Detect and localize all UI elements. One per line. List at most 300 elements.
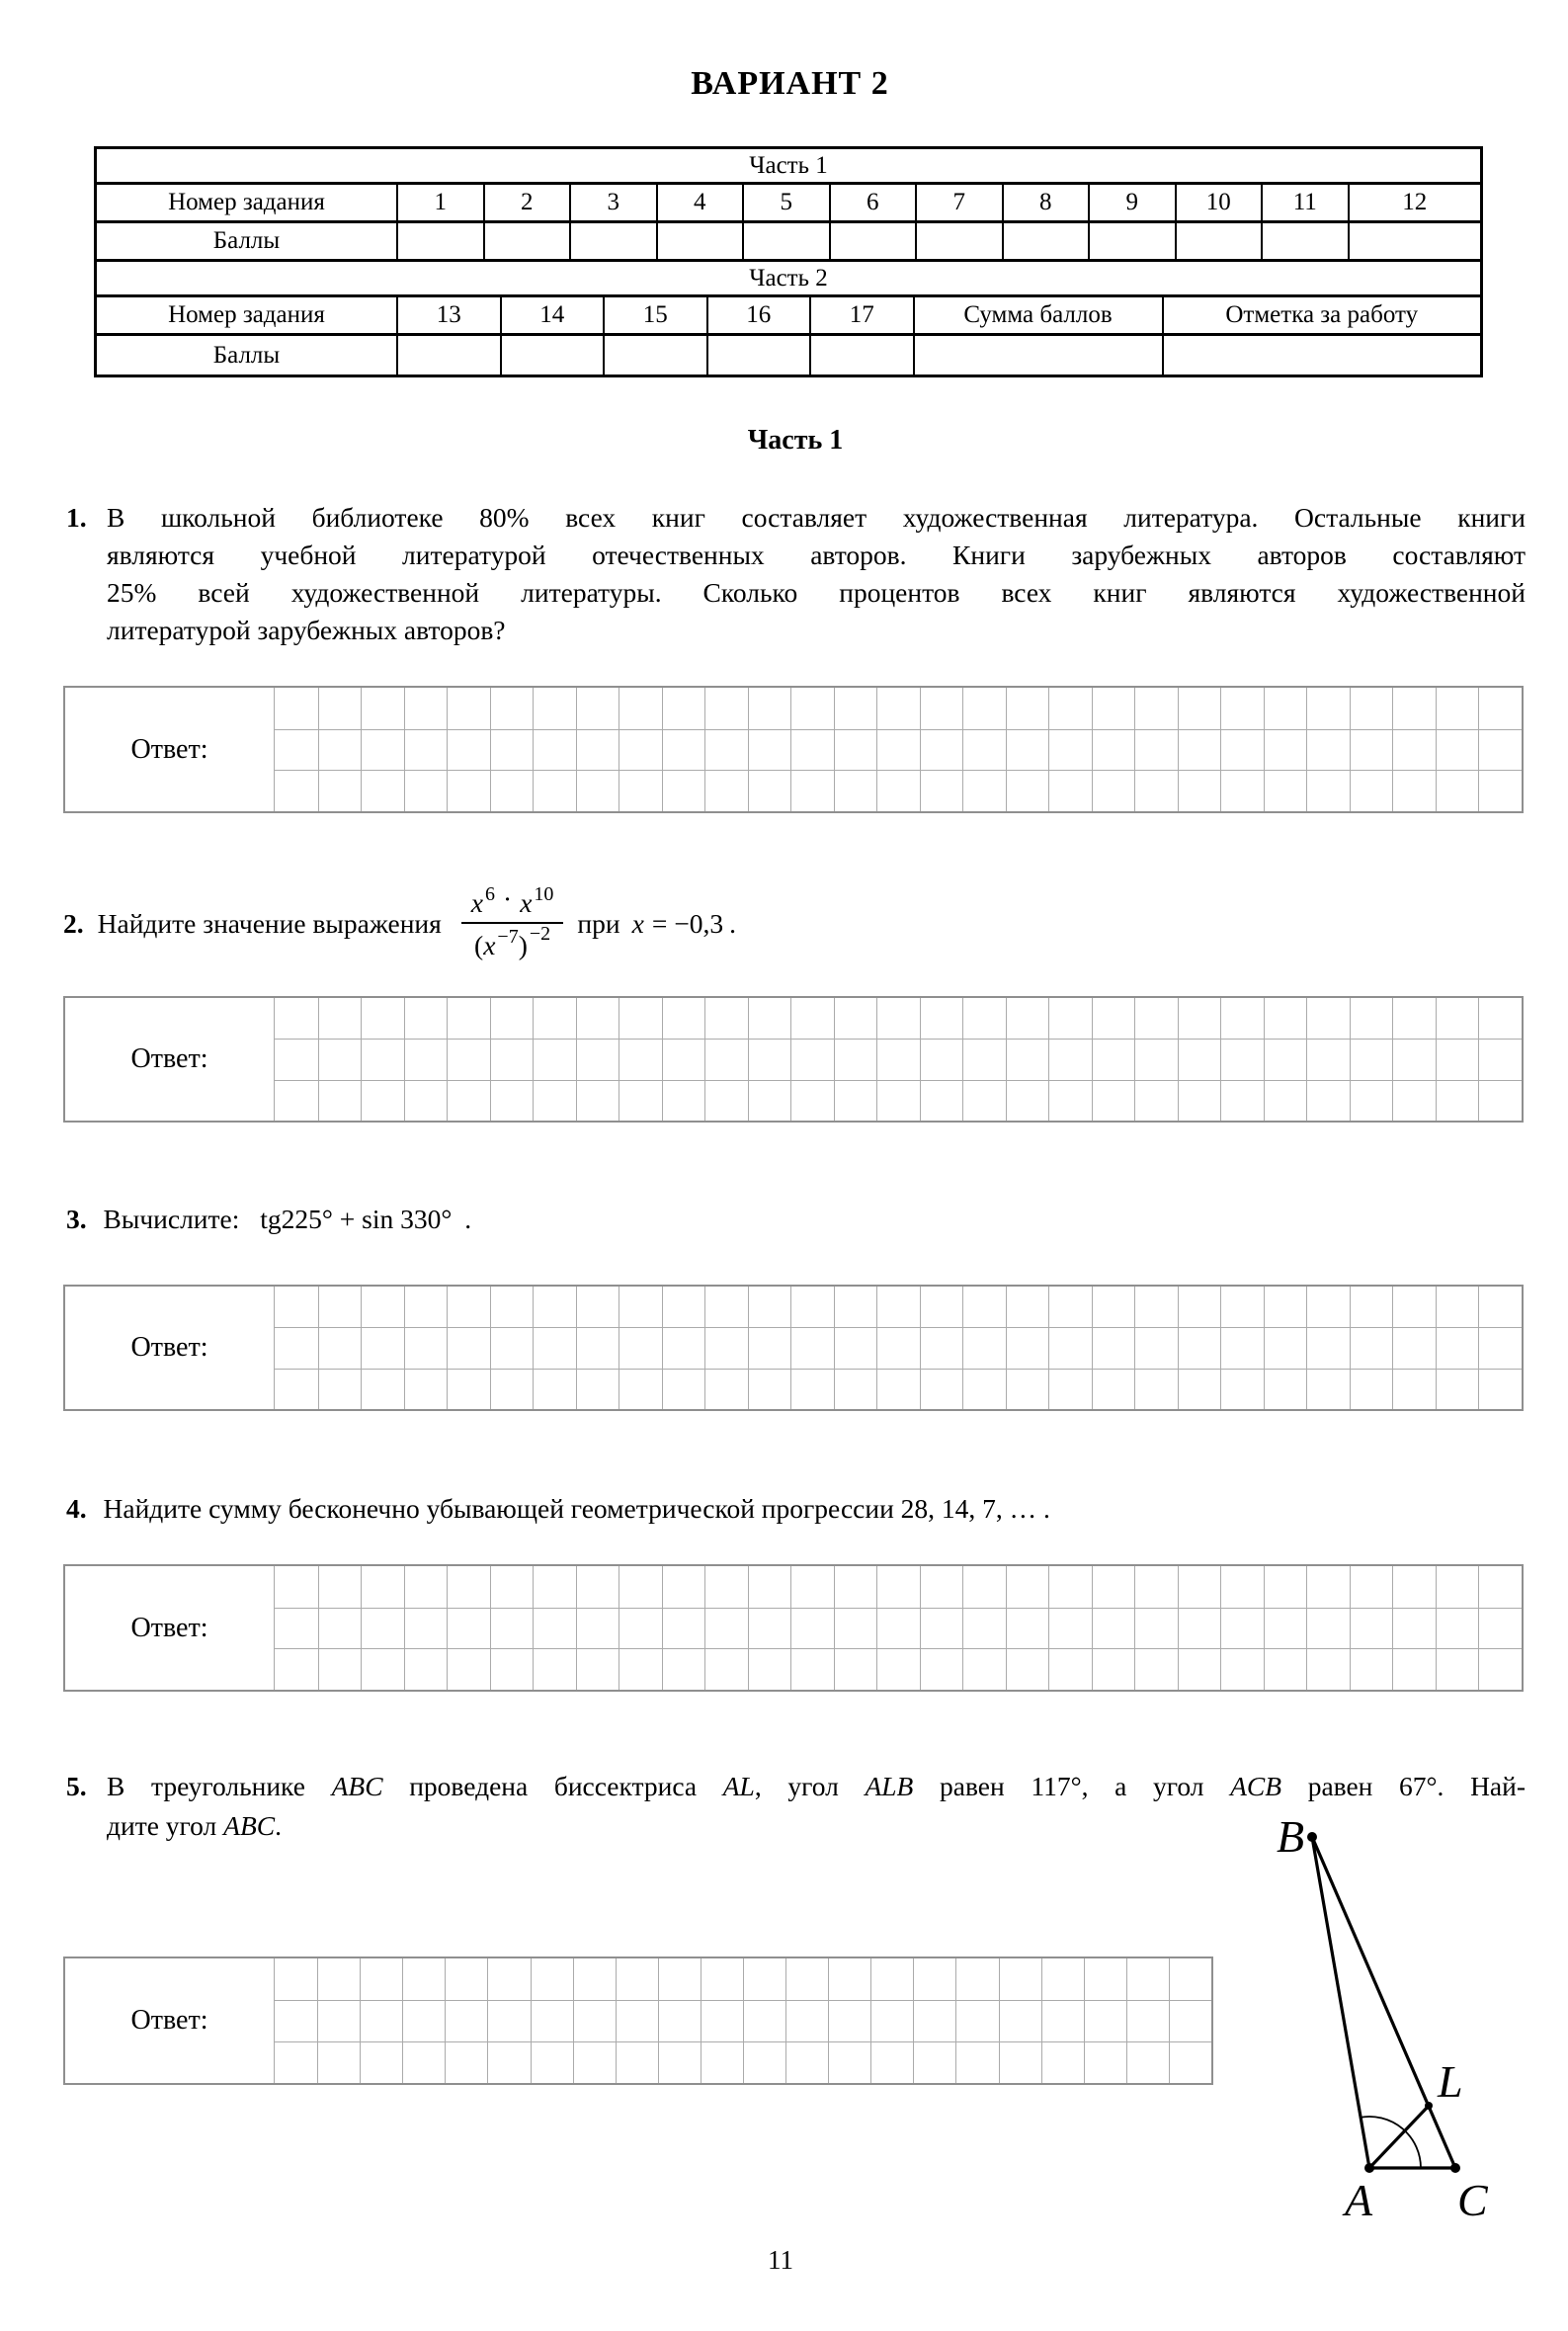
answer-grid-cell bbox=[962, 1648, 1006, 1690]
answer-grid-cell bbox=[1134, 1566, 1178, 1608]
answer-grid-cell bbox=[748, 1039, 791, 1079]
answer-grid-cell bbox=[1392, 1327, 1436, 1368]
answer-grid-cell bbox=[704, 688, 748, 729]
answer-grid-cell bbox=[1048, 688, 1092, 729]
task-number-cell: 9 bbox=[1088, 185, 1175, 220]
answer-grid-cell bbox=[1350, 1039, 1393, 1079]
answer-grid-cell bbox=[920, 1327, 963, 1368]
answer-grid-cell bbox=[619, 998, 662, 1039]
problem-4-text: Найдите сумму бесконечно убывающей геометрической прогрессии 28, 14, 7, … . bbox=[103, 1493, 1050, 1524]
answer-grid-cell bbox=[1436, 729, 1479, 771]
answer-box-2 bbox=[63, 996, 1524, 1123]
answer-grid-cell bbox=[490, 1608, 534, 1649]
answer-grid-cell bbox=[447, 770, 490, 811]
answer-grid-cell bbox=[361, 1039, 404, 1079]
answer-grid-cell bbox=[318, 1648, 362, 1690]
answer-grid-cell bbox=[1436, 1648, 1479, 1690]
answer-grid-cell bbox=[1041, 2000, 1084, 2041]
answer-grid-cell bbox=[361, 1080, 404, 1121]
answer-grid bbox=[275, 998, 1522, 1121]
answer-grid-cell bbox=[275, 1608, 318, 1649]
answer-grid-cell bbox=[1178, 1648, 1221, 1690]
problem-1-line: В школьной библиотеке 80% всех книг составляет художественная литература. Остальные книги bbox=[107, 502, 1526, 533]
answer-grid-cell bbox=[1264, 729, 1307, 771]
answer-grid-cell bbox=[790, 729, 834, 771]
answer-grid-cell bbox=[533, 1039, 576, 1079]
answer-label: Ответ: bbox=[65, 1958, 275, 2083]
answer-grid-cell bbox=[1350, 1608, 1393, 1649]
answer-grid-cell bbox=[573, 2000, 616, 2041]
answer-grid-cell bbox=[318, 770, 362, 811]
answer-grid-cell bbox=[828, 1958, 870, 2000]
answer-grid-cell bbox=[748, 1608, 791, 1649]
answer-grid-cell bbox=[1092, 1287, 1135, 1327]
answer-grid-cell bbox=[834, 1566, 877, 1608]
score-table-part2-header-row bbox=[97, 262, 1480, 297]
task-number-cell: 6 bbox=[829, 185, 916, 220]
answer-grid-cell bbox=[1092, 1080, 1135, 1121]
answer-grid-cell bbox=[1392, 1080, 1436, 1121]
answer-grid-cell bbox=[361, 729, 404, 771]
part1-task-number-row bbox=[97, 185, 1480, 223]
answer-grid-cell bbox=[576, 1648, 619, 1690]
answer-grid-cell bbox=[402, 1958, 445, 2000]
answer-grid-cell bbox=[1041, 2041, 1084, 2083]
answer-grid-cell bbox=[790, 688, 834, 729]
answer-grid-cell bbox=[1178, 770, 1221, 811]
answer-grid-cell bbox=[404, 1080, 448, 1121]
answer-grid-cell bbox=[533, 1608, 576, 1649]
answer-grid-cell bbox=[704, 1566, 748, 1608]
answer-grid-cell bbox=[1006, 729, 1049, 771]
answer-grid-cell bbox=[870, 2041, 913, 2083]
answer-grid-cell bbox=[1134, 1369, 1178, 1409]
answer-box-3 bbox=[63, 1285, 1524, 1411]
answer-grid-cell bbox=[275, 1080, 318, 1121]
answer-grid-cell bbox=[1306, 1327, 1350, 1368]
answer-grid-cell bbox=[487, 1958, 530, 2000]
answer-grid-cell bbox=[1169, 2000, 1211, 2041]
answer-grid-cell bbox=[704, 1369, 748, 1409]
answer-grid-cell bbox=[876, 1648, 920, 1690]
answer-grid-cell bbox=[748, 1287, 791, 1327]
answer-grid-cell bbox=[533, 770, 576, 811]
answer-grid-cell bbox=[662, 1080, 705, 1121]
answer-grid-cell bbox=[1220, 1287, 1264, 1327]
answer-grid-cell bbox=[1178, 998, 1221, 1039]
answer-grid-cell bbox=[490, 1039, 534, 1079]
task-row-label: Номер задания bbox=[168, 189, 325, 215]
answer-grid-cell bbox=[1478, 998, 1522, 1039]
answer-grid-cell bbox=[1178, 1327, 1221, 1368]
problem-1-number: 1. bbox=[66, 502, 87, 533]
problem-4-number: 4. bbox=[66, 1493, 87, 1524]
answer-grid-cell bbox=[573, 1958, 616, 2000]
answer-grid-cell bbox=[1264, 1566, 1307, 1608]
answer-grid-cell bbox=[317, 2000, 360, 2041]
answer-grid-cell bbox=[447, 688, 490, 729]
answer-grid-cell bbox=[1092, 688, 1135, 729]
part1-points-row bbox=[97, 223, 1480, 262]
problem-2-variable: x bbox=[631, 908, 644, 939]
vertex-c-dot bbox=[1450, 2163, 1460, 2173]
answer-grid-cell bbox=[533, 998, 576, 1039]
answer-grid-cell bbox=[704, 1327, 748, 1368]
answer-grid-cell bbox=[1126, 1958, 1169, 2000]
answer-grid-cell bbox=[1134, 1287, 1178, 1327]
answer-grid-cell bbox=[619, 1039, 662, 1079]
answer-grid-cell bbox=[834, 1648, 877, 1690]
answer-grid-cell bbox=[1264, 998, 1307, 1039]
answer-grid-cell bbox=[490, 1369, 534, 1409]
answer-grid-cell bbox=[1478, 1566, 1522, 1608]
problem-2-number: 2. bbox=[63, 908, 84, 939]
answer-grid-cell bbox=[1436, 1039, 1479, 1079]
task-row-label: Номер задания bbox=[168, 301, 325, 328]
problem-3-text: Вычислите: bbox=[103, 1204, 240, 1234]
answer-grid-cell bbox=[1306, 729, 1350, 771]
answer-grid-cell bbox=[962, 998, 1006, 1039]
answer-grid-cell bbox=[1392, 1039, 1436, 1079]
answer-grid-cell bbox=[1392, 998, 1436, 1039]
answer-grid-cell bbox=[743, 2041, 785, 2083]
answer-grid-cell bbox=[1134, 770, 1178, 811]
answer-grid-cell bbox=[790, 1039, 834, 1079]
problem-5-number: 5. bbox=[66, 1771, 87, 1801]
answer-grid-cell bbox=[1264, 770, 1307, 811]
answer-grid-cell bbox=[619, 1369, 662, 1409]
answer-grid-cell bbox=[1478, 1648, 1522, 1690]
answer-grid-cell bbox=[1220, 1648, 1264, 1690]
answer-grid-cell bbox=[962, 1287, 1006, 1327]
answer-grid-cell bbox=[318, 1608, 362, 1649]
answer-grid-cell bbox=[487, 2041, 530, 2083]
answer-grid-cell bbox=[962, 1039, 1006, 1079]
answer-grid-cell bbox=[275, 998, 318, 1039]
answer-grid-cell bbox=[447, 1369, 490, 1409]
problem-2 bbox=[63, 865, 736, 983]
answer-grid-cell bbox=[1041, 1958, 1084, 2000]
problem-1-line: являются учебной литературой отечественных авторов. Книги зарубежных авторов составляют bbox=[107, 540, 1526, 570]
problem-3 bbox=[66, 1204, 471, 1235]
answer-grid-cell bbox=[1134, 1080, 1178, 1121]
answer-grid-cell bbox=[360, 2000, 402, 2041]
answer-grid-cell bbox=[1478, 1287, 1522, 1327]
answer-grid-cell bbox=[1392, 729, 1436, 771]
answer-grid-cell bbox=[1436, 1369, 1479, 1409]
answer-grid-cell bbox=[533, 1287, 576, 1327]
answer-grid-cell bbox=[1092, 998, 1135, 1039]
answer-grid-cell bbox=[1478, 1039, 1522, 1079]
answer-grid-cell bbox=[533, 729, 576, 771]
answer-grid-cell bbox=[913, 2041, 955, 2083]
answer-grid-cell bbox=[1264, 688, 1307, 729]
answer-grid-cell bbox=[662, 688, 705, 729]
answer-grid-cell bbox=[533, 1369, 576, 1409]
answer-grid-cell bbox=[447, 1608, 490, 1649]
answer-grid-cell bbox=[361, 1648, 404, 1690]
answer-grid-cell bbox=[275, 1369, 318, 1409]
task-number-cell: 2 bbox=[483, 185, 570, 220]
answer-grid-cell bbox=[1306, 1369, 1350, 1409]
answer-grid-cell bbox=[790, 1080, 834, 1121]
answer-grid-cell bbox=[447, 1648, 490, 1690]
answer-grid-cell bbox=[1178, 1287, 1221, 1327]
answer-grid-cell bbox=[318, 1080, 362, 1121]
answer-grid-cell bbox=[619, 729, 662, 771]
answer-grid-cell bbox=[619, 1080, 662, 1121]
answer-grid bbox=[275, 1958, 1211, 2083]
task-number-cell: 8 bbox=[1002, 185, 1089, 220]
answer-grid-cell bbox=[1169, 2041, 1211, 2083]
answer-grid bbox=[275, 1566, 1522, 1690]
answer-grid-cell bbox=[790, 1566, 834, 1608]
answer-grid-cell bbox=[1084, 1958, 1126, 2000]
answer-grid-cell bbox=[1178, 1039, 1221, 1079]
answer-grid-cell bbox=[662, 1369, 705, 1409]
answer-grid-cell bbox=[404, 770, 448, 811]
answer-grid-cell bbox=[1306, 770, 1350, 811]
answer-grid-cell bbox=[870, 1958, 913, 2000]
answer-grid-cell bbox=[1478, 1327, 1522, 1368]
answer-grid-cell bbox=[876, 729, 920, 771]
answer-grid-cell bbox=[1006, 998, 1049, 1039]
answer-grid-cell bbox=[576, 770, 619, 811]
answer-grid-cell bbox=[876, 1369, 920, 1409]
answer-grid-cell bbox=[834, 998, 877, 1039]
answer-grid-cell bbox=[1436, 1080, 1479, 1121]
problem-2-period: . bbox=[729, 908, 736, 939]
answer-grid-cell bbox=[955, 2000, 998, 2041]
answer-grid-cell bbox=[704, 1287, 748, 1327]
answer-grid-cell bbox=[748, 688, 791, 729]
problem-1-line: литературой зарубежных авторов? bbox=[107, 615, 506, 645]
answer-grid-cell bbox=[834, 1080, 877, 1121]
answer-grid-cell bbox=[1306, 1648, 1350, 1690]
answer-grid-cell bbox=[962, 1608, 1006, 1649]
answer-grid-cell bbox=[1264, 1608, 1307, 1649]
answer-grid-cell bbox=[361, 998, 404, 1039]
answer-grid-cell bbox=[317, 2041, 360, 2083]
answer-grid-cell bbox=[1178, 1566, 1221, 1608]
answer-grid-cell bbox=[1436, 688, 1479, 729]
answer-grid-cell bbox=[1478, 688, 1522, 729]
answer-grid-cell bbox=[1436, 770, 1479, 811]
task-number-cell: 12 bbox=[1348, 185, 1481, 220]
answer-grid-cell bbox=[876, 1608, 920, 1649]
answer-grid-cell bbox=[402, 2000, 445, 2041]
answer-grid-cell bbox=[619, 1327, 662, 1368]
answer-grid-cell bbox=[1392, 1566, 1436, 1608]
answer-grid-cell bbox=[1220, 770, 1264, 811]
answer-grid-cell bbox=[1220, 1080, 1264, 1121]
answer-grid-cell bbox=[1006, 1608, 1049, 1649]
answer-grid-cell bbox=[701, 2041, 743, 2083]
answer-grid-cell bbox=[1178, 1080, 1221, 1121]
points-cell bbox=[396, 336, 500, 375]
vertex-c-label: C bbox=[1457, 2175, 1488, 2225]
answer-grid-cell bbox=[275, 1958, 317, 2000]
answer-grid-cell bbox=[1084, 2000, 1126, 2041]
answer-grid bbox=[275, 688, 1522, 811]
answer-grid-cell bbox=[834, 729, 877, 771]
answer-grid-cell bbox=[317, 1958, 360, 2000]
problem-3-number: 3. bbox=[66, 1204, 87, 1234]
answer-grid-cell bbox=[1478, 1369, 1522, 1409]
answer-grid-cell bbox=[576, 688, 619, 729]
answer-grid-cell bbox=[1134, 1648, 1178, 1690]
task-number-cell: 3 bbox=[569, 185, 656, 220]
points-cell bbox=[913, 336, 1162, 375]
answer-grid-cell bbox=[275, 770, 318, 811]
answer-grid-cell bbox=[920, 688, 963, 729]
points-row-label: Баллы bbox=[212, 341, 281, 369]
answer-grid-cell bbox=[834, 770, 877, 811]
answer-grid-cell bbox=[1092, 1608, 1135, 1649]
answer-grid-cell bbox=[404, 1287, 448, 1327]
answer-grid-cell bbox=[1048, 1327, 1092, 1368]
problem-3-period: . bbox=[464, 1204, 472, 1234]
answer-grid-cell bbox=[447, 998, 490, 1039]
answer-grid-cell bbox=[447, 1287, 490, 1327]
answer-grid-cell bbox=[447, 729, 490, 771]
answer-grid-cell bbox=[876, 1080, 920, 1121]
answer-grid-cell bbox=[920, 998, 963, 1039]
answer-grid-cell bbox=[1350, 1369, 1393, 1409]
answer-grid-cell bbox=[876, 1287, 920, 1327]
answer-grid-cell bbox=[1264, 1369, 1307, 1409]
answer-grid-cell bbox=[275, 1648, 318, 1690]
vertex-a-dot bbox=[1364, 2163, 1374, 2173]
answer-grid-cell bbox=[1220, 1608, 1264, 1649]
answer-grid-cell bbox=[790, 1608, 834, 1649]
answer-grid-cell bbox=[1178, 729, 1221, 771]
task-number-cell: 4 bbox=[656, 185, 743, 220]
answer-grid-cell bbox=[490, 688, 534, 729]
answer-grid-cell bbox=[790, 1369, 834, 1409]
answer-grid-cell bbox=[662, 729, 705, 771]
answer-box-5 bbox=[63, 1956, 1213, 2085]
answer-grid-cell bbox=[743, 2000, 785, 2041]
task-number-cell: 10 bbox=[1175, 185, 1262, 220]
answer-grid-cell bbox=[1264, 1080, 1307, 1121]
answer-grid-cell bbox=[1048, 1287, 1092, 1327]
answer-grid-cell bbox=[619, 770, 662, 811]
answer-grid-cell bbox=[658, 2041, 701, 2083]
answer-grid-cell bbox=[361, 770, 404, 811]
answer-grid-cell bbox=[533, 1327, 576, 1368]
answer-grid-cell bbox=[1048, 770, 1092, 811]
answer-grid-cell bbox=[1220, 1039, 1264, 1079]
answer-grid-cell bbox=[1264, 1648, 1307, 1690]
answer-grid-cell bbox=[834, 1608, 877, 1649]
part2-header-cell: Часть 2 bbox=[749, 264, 828, 291]
answer-grid-cell bbox=[616, 2000, 658, 2041]
answer-grid-cell bbox=[1350, 1327, 1393, 1368]
answer-grid-cell bbox=[1436, 1608, 1479, 1649]
triangle-diagram bbox=[1247, 1810, 1553, 2255]
answer-grid-cell bbox=[1220, 688, 1264, 729]
answer-grid-cell bbox=[533, 1080, 576, 1121]
answer-grid-cell bbox=[1436, 1327, 1479, 1368]
answer-grid-cell bbox=[404, 1608, 448, 1649]
answer-grid-cell bbox=[920, 1039, 963, 1079]
answer-grid-cell bbox=[275, 1287, 318, 1327]
answer-grid-cell bbox=[619, 1287, 662, 1327]
answer-grid-cell bbox=[1220, 1369, 1264, 1409]
answer-grid-cell bbox=[1178, 1608, 1221, 1649]
answer-grid-cell bbox=[361, 1287, 404, 1327]
answer-grid-cell bbox=[1048, 1608, 1092, 1649]
answer-grid-cell bbox=[404, 1648, 448, 1690]
answer-grid-cell bbox=[576, 1039, 619, 1079]
answer-grid-cell bbox=[834, 1369, 877, 1409]
answer-grid-cell bbox=[704, 1080, 748, 1121]
answer-grid-cell bbox=[785, 2041, 828, 2083]
answer-grid-cell bbox=[619, 688, 662, 729]
answer-grid-cell bbox=[704, 729, 748, 771]
answer-grid-cell bbox=[876, 770, 920, 811]
points-cell bbox=[1348, 223, 1481, 259]
answer-grid-cell bbox=[318, 1039, 362, 1079]
answer-grid-cell bbox=[1350, 770, 1393, 811]
problem-5-line: дите угол ABC. bbox=[107, 1810, 282, 1841]
answer-grid-cell bbox=[318, 1369, 362, 1409]
answer-grid-cell bbox=[748, 998, 791, 1039]
answer-grid-cell bbox=[576, 1080, 619, 1121]
answer-grid-cell bbox=[490, 1566, 534, 1608]
answer-grid-cell bbox=[662, 998, 705, 1039]
task-number-cell: 14 bbox=[500, 297, 604, 333]
task-number-cell: 15 bbox=[603, 297, 706, 333]
answer-grid-cell bbox=[490, 998, 534, 1039]
answer-grid-cell bbox=[962, 1566, 1006, 1608]
answer-grid-cell bbox=[1392, 1369, 1436, 1409]
answer-grid-cell bbox=[920, 770, 963, 811]
answer-grid-cell bbox=[828, 2000, 870, 2041]
fraction-numerator: x $^6$ · x $^{10}$ bbox=[461, 887, 564, 925]
answer-grid-cell bbox=[447, 1566, 490, 1608]
answer-grid-cell bbox=[361, 1566, 404, 1608]
answer-grid-cell bbox=[318, 1327, 362, 1368]
answer-grid-cell bbox=[619, 1648, 662, 1690]
answer-grid-cell bbox=[1134, 998, 1178, 1039]
answer-box-4 bbox=[63, 1564, 1524, 1692]
answer-grid-cell bbox=[318, 729, 362, 771]
answer-grid-cell bbox=[1092, 1648, 1135, 1690]
answer-grid-cell bbox=[533, 1566, 576, 1608]
answer-label: Ответ: bbox=[65, 998, 275, 1121]
task-number-cell: 16 bbox=[706, 297, 810, 333]
answer-grid-cell bbox=[616, 2041, 658, 2083]
answer-grid-cell bbox=[576, 1608, 619, 1649]
problem-5-line: В треугольнике ABC проведена биссектриса AL, угол ALB равен 117°, а угол ACB равен 67°. Най- bbox=[107, 1771, 1527, 1801]
answer-grid-cell bbox=[1006, 1369, 1049, 1409]
answer-grid-cell bbox=[576, 1327, 619, 1368]
answer-grid-cell bbox=[876, 688, 920, 729]
answer-grid-cell bbox=[533, 688, 576, 729]
answer-grid-cell bbox=[962, 770, 1006, 811]
answer-grid-cell bbox=[360, 2041, 402, 2083]
answer-grid-cell bbox=[870, 2000, 913, 2041]
answer-grid-cell bbox=[490, 1327, 534, 1368]
answer-grid-cell bbox=[748, 1369, 791, 1409]
answer-grid-cell bbox=[1350, 1566, 1393, 1608]
answer-grid-cell bbox=[1478, 770, 1522, 811]
answer-grid-cell bbox=[275, 688, 318, 729]
answer-box-1 bbox=[63, 686, 1524, 813]
answer-grid-cell bbox=[662, 1608, 705, 1649]
